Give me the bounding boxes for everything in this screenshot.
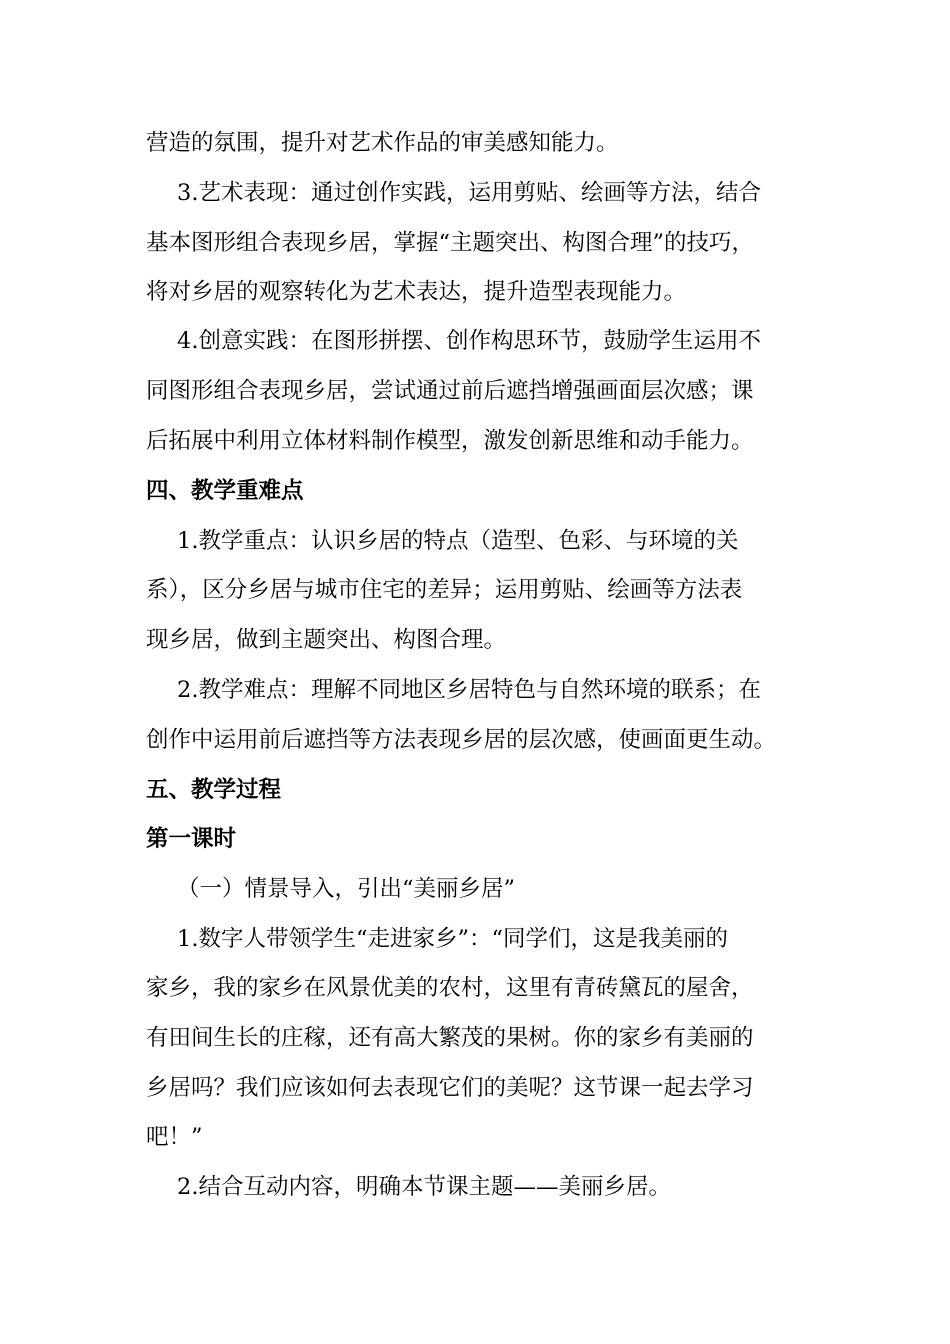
paragraph-line: 2.教学难点：理解不同地区乡居特色与自然环境的联系；在: [177, 677, 761, 703]
paragraph-line: 现乡居，做到主题突出、构图合理。: [146, 627, 507, 653]
paragraph-line: 系），区分乡居与城市住宅的差异；运用剪贴、绘画等方法表: [146, 577, 743, 603]
paragraph-line: 基本图形组合表现乡居，掌握“主题突出、构图合理”的技巧，: [146, 230, 755, 256]
paragraph-line: 吧！”: [146, 1124, 203, 1150]
paragraph-line: 家乡，我的家乡在风景优美的农村，这里有青砖黛瓦的屋舍，: [146, 975, 754, 1001]
paragraph-line: 营造的氛围，提升对艺术作品的审美感知能力。: [146, 130, 619, 156]
paragraph-line: 同图形组合表现乡居，尝试通过前后遮挡增强画面层次感；课: [146, 378, 754, 404]
subsection-heading: 第一课时: [146, 826, 237, 852]
paragraph-line: 有田间生长的庄稼，还有高大繁茂的果树。你的家乡有美丽的: [146, 1025, 754, 1051]
paragraph-line: 3.艺术表现：通过创作实践，运用剪贴、绘画等方法，结合: [177, 180, 761, 206]
paragraph-line: 乡居吗？我们应该如何去表现它们的美呢？这节课一起去学习: [146, 1075, 754, 1101]
paragraph-line: 将对乡居的观察转化为艺术表达，提升造型表现能力。: [146, 279, 687, 305]
section-heading: 四、教学重难点: [146, 478, 304, 504]
paragraph-line: 后拓展中利用立体材料制作模型，激发创新思维和动手能力。: [146, 428, 754, 454]
paragraph-line: 1.数字人带领学生“走进家乡”：“同学们，这是我美丽的: [177, 926, 728, 952]
paragraph-line: 4.创意实践：在图形拼摆、创作构思环节，鼓励学生运用不: [177, 328, 761, 354]
section-heading: 五、教学过程: [146, 777, 282, 803]
paragraph-line: 1.教学重点：认识乡居的特点（造型、色彩、与环境的关: [177, 528, 739, 554]
paragraph-line: （一）情景导入，引出“美丽乡居”: [177, 876, 516, 902]
paragraph-line: 创作中运用前后遮挡等方法表现乡居的层次感，使画面更生动。: [146, 727, 777, 753]
paragraph-line: 2.结合互动内容，明确本节课主题——美丽乡居。: [177, 1174, 671, 1200]
